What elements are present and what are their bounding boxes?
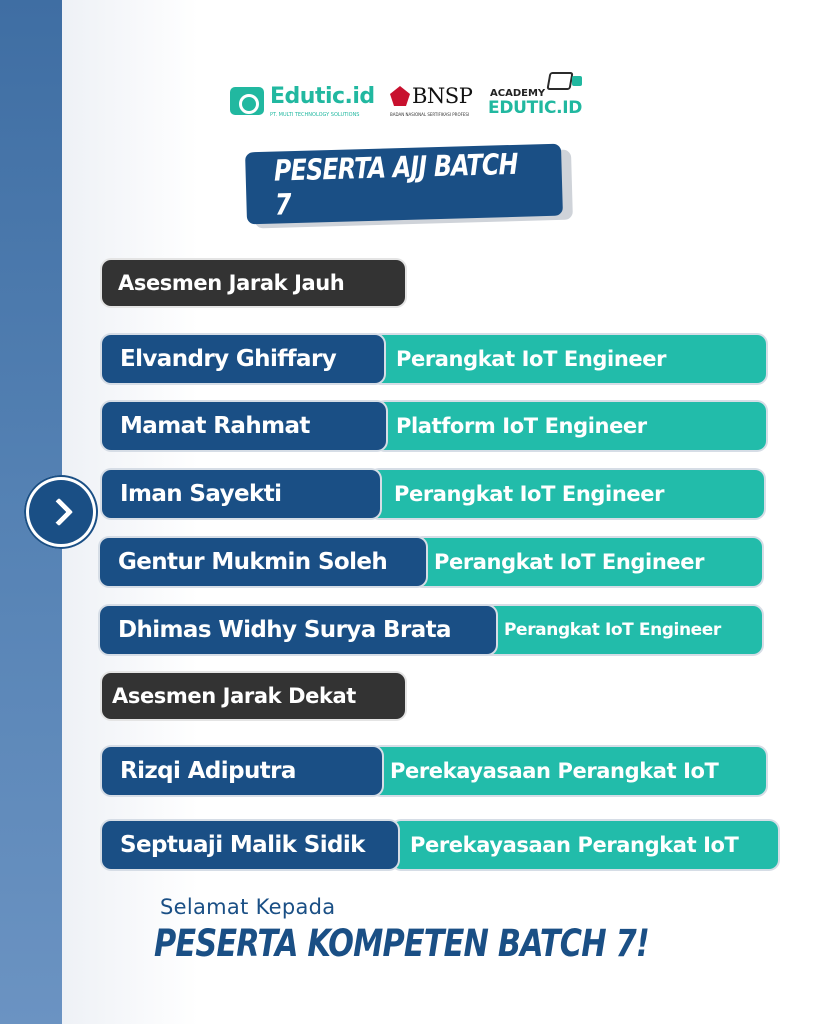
next-slide-button[interactable]: [24, 475, 98, 549]
bnsp-logo-name: BNSP: [412, 84, 473, 108]
participant-row: [102, 470, 764, 518]
title-banner: [245, 144, 563, 225]
participant-name: Dhimas Widhy Surya Brata: [100, 606, 496, 654]
bnsp-logo: [390, 84, 485, 124]
page-title: PESERTA AJJ BATCH 7: [273, 146, 519, 222]
section-label-onsite: Asesmen Jarak Dekat: [102, 673, 405, 719]
participant-row: [100, 538, 762, 586]
participant-name: Iman Sayekti: [102, 470, 380, 518]
next-slide-button-fill: [29, 480, 93, 544]
chevron-right-icon: [45, 498, 73, 526]
participant-name: Rizqi Adiputra: [102, 747, 382, 795]
academy-edutic-logo: [488, 72, 588, 124]
academy-logo-top: ACADEMY: [490, 88, 546, 99]
academy-accent-icon: [572, 76, 582, 86]
graduation-cap-icon: [546, 72, 573, 90]
participant-field: Perangkat IoT Engineer: [414, 538, 762, 586]
participant-field: Perekayasaan Perangkat IoT: [372, 747, 766, 795]
bnsp-logo-tagline: BADAN NASIONAL SERTIFIKASI PROFESI: [390, 112, 470, 117]
participant-row: [102, 402, 766, 450]
participant-field: Platform IoT Engineer: [376, 402, 766, 450]
edutic-logo-name: Edutic.id: [270, 84, 375, 109]
participant-row: [102, 821, 778, 869]
footer-headline: PESERTA KOMPETEN BATCH 7!: [154, 922, 649, 965]
academy-logo-bottom: EDUTIC.ID: [488, 98, 583, 118]
edutic-logo: [230, 82, 380, 122]
participant-row: [102, 747, 766, 795]
participant-name: Gentur Mukmin Soleh: [100, 538, 426, 586]
participant-name: Septuaji Malik Sidik: [102, 821, 398, 869]
bnsp-emblem-icon: [390, 86, 410, 106]
participant-row: [100, 606, 762, 654]
participant-name: Elvandry Ghiffary: [102, 335, 384, 383]
participant-name: Mamat Rahmat: [102, 402, 386, 450]
participant-field: Perekayasaan Perangkat IoT: [392, 821, 778, 869]
congrats-text: Selamat Kepada: [160, 895, 336, 919]
edutic-logo-mark-icon: [230, 87, 264, 115]
participant-field: Perangkat IoT Engineer: [482, 606, 762, 654]
participant-row: [102, 335, 766, 383]
participant-field: Perangkat IoT Engineer: [370, 470, 764, 518]
participant-field: Perangkat IoT Engineer: [372, 335, 766, 383]
edutic-logo-tagline: PT. MULTI TECHNOLOGY SOLUTIONS: [270, 112, 360, 118]
section-label-remote: Asesmen Jarak Jauh: [102, 260, 405, 306]
